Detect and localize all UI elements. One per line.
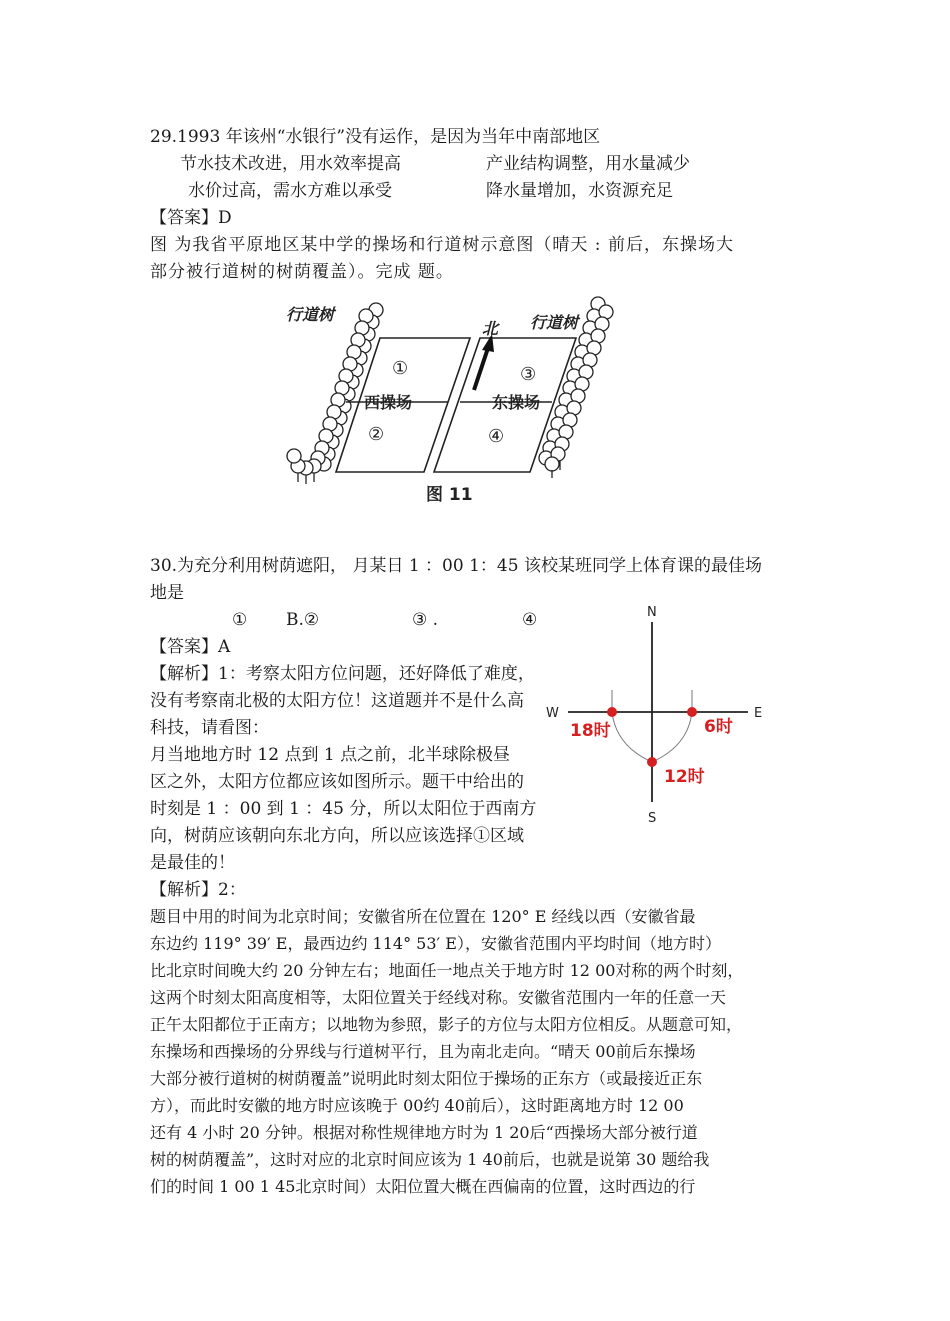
label-18h: 18时 (570, 721, 611, 741)
q29-option-c: 水价过高，需水方难以承受 (188, 181, 392, 201)
explanation-2-line: 大部分被行道树的树荫覆盖”说明此时刻太阳位于操场的正东方（或最接近正东 (150, 1069, 703, 1088)
q29-option-d: 降水量增加，水资源充足 (486, 181, 673, 201)
south-marker: S (648, 811, 657, 826)
explanation-1-line: 区之外，太阳方位都应该如图所示。题干中给出的 (150, 772, 524, 792)
q30-option-c: ③ . (412, 610, 439, 630)
explanation-2-line: 正午太阳都位于正南方；以地物为参照，影子的方位与太阳方位相反。从题意可知， (150, 1015, 743, 1034)
q30-option-a: ① (232, 610, 248, 630)
intro-line-1: 图 为我省平原地区某中学的操场和行道树示意图（晴天 : 前后，东操场大 (150, 235, 734, 255)
label-6h: 6时 (704, 717, 733, 737)
explanation-1-line: 时刻是 1 ：00 到 1 ：45 分，所以太阳位于西南方 (150, 799, 537, 819)
explanation-1-line: 月当地地方时 12 点到 1 点之前，北半球除极昼 (150, 745, 511, 765)
explanation-1-line: 科技，请看图： (150, 718, 269, 738)
north-arrow-icon (474, 334, 494, 390)
explanation-2-heading: 【解析】2： (150, 880, 246, 900)
east-marker: E (754, 706, 763, 721)
explanation-2-line: 方），而此时安徽的地方时应该晚于 00约 40前后），这时距离地方时 12 00 (150, 1096, 684, 1115)
explanation-1-line: 是最佳的！ (150, 853, 235, 873)
north-marker: N (647, 605, 657, 620)
intro-line-2: 部分被行道树的树荫覆盖）。完成 题。 (150, 262, 454, 282)
q30-stem-line-2: 地是 (150, 583, 184, 603)
explanation-2-line: 东操场和西操场的分界线与行道树平行，且为南北走向。“晴天 00前后东操场 (150, 1042, 696, 1061)
q30-stem-line-1: 30.为充分利用树荫遮阳， 月某日 1 ：00 1：45 该校某班同学上体育课的最佳场 (150, 556, 762, 576)
zone-2-label: ② (368, 424, 385, 445)
label-12h: 12时 (664, 767, 705, 787)
q30-answer: 【答案】A (150, 637, 231, 657)
east-field-label: 东操场 (492, 393, 541, 412)
sun-6h-dot (687, 707, 697, 717)
explanation-2-line: 东边约 119° 39′ E，最西边约 114° 53′ E），安徽省范围内平均时间（地方时） (150, 934, 721, 953)
explanation-2-line: 题目中用的时间为北京时间；安徽省所在位置在 120° E 经线以西（安徽省最 (150, 907, 696, 926)
sun-12h-dot (647, 757, 657, 767)
zone-4-label: ④ (488, 426, 505, 447)
right-tree-label: 行道树 (530, 313, 579, 332)
q29-option-a: 节水技术改进，用水效率提高 (180, 154, 401, 174)
explanation-2-line: 们的时间 1 00 1 45北京时间）太阳位置大概在西偏南的位置，这时西边的行 (150, 1177, 696, 1196)
q29-option-b: 产业结构调整，用水量减少 (486, 154, 690, 174)
q29-stem: 29.1993 年该州“水银行”没有运作，是因为当年中南部地区 (150, 127, 601, 147)
q30-option-b: B.② (286, 610, 320, 630)
sun-18h-dot (607, 707, 617, 717)
q29-answer: 【答案】D (150, 208, 232, 228)
north-label: 北 (482, 319, 499, 338)
zone-3-label: ③ (520, 364, 537, 385)
sun-direction-diagram (540, 600, 780, 830)
zone-1-label: ① (392, 358, 409, 379)
explanation-1-line: 向，树荫应该朝向东北方向，所以应该选择①区域 (150, 826, 524, 846)
left-tree-label: 行道树 (286, 305, 335, 324)
explanation-1-line: 【解析】1：考察太阳方位问题，还好降低了难度， (150, 664, 535, 684)
explanation-1-line: 没有考察南北极的太阳方位！这道题并不是什么高 (150, 691, 524, 711)
figure-11-playground (280, 290, 620, 510)
explanation-2-line: 这两个时刻太阳高度相等，太阳位置关于经线对称。安徽省范围内一年的任意一天 (150, 988, 727, 1007)
west-marker: W (546, 706, 559, 721)
explanation-2-line: 比北京时间晚大约 20 分钟左右；地面任一地点关于地方时 12 00对称的两个时刻， (150, 961, 744, 980)
explanation-2-line: 还有 4 小时 20 分钟。根据对称性规律地方时为 1 20后“西操场大部分被行道 (150, 1123, 698, 1142)
explanation-2-line: 树的树荫覆盖”，这时对应的北京时间应该为 1 40前后，也就是说第 30 题给我 (150, 1150, 710, 1169)
q30-option-d: ④ (522, 610, 538, 630)
west-field-label: 西操场 (364, 393, 413, 412)
figure-caption: 图 11 (426, 485, 473, 505)
